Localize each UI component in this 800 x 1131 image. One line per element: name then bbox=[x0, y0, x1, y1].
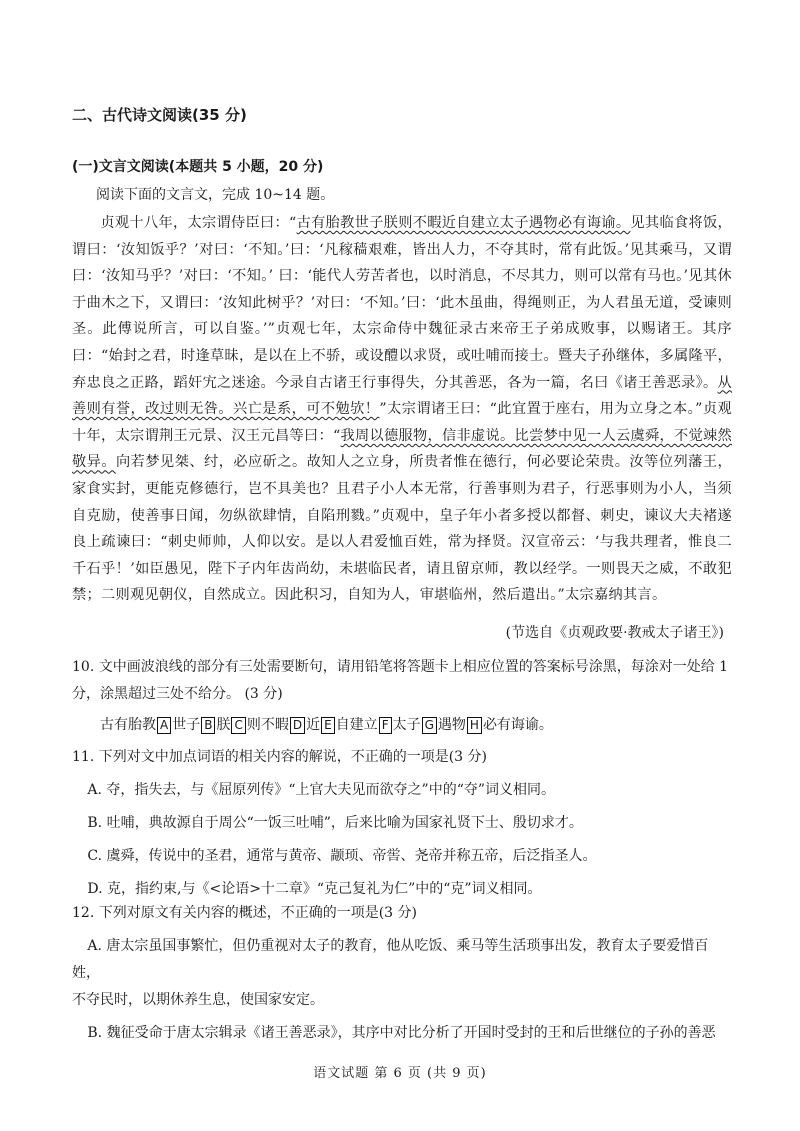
question-11-option-b[interactable]: B. 吐哺，典故源自于周公“一饭三吐哺”，后来比喻为国家礼贤下士、殷切求才。 bbox=[87, 815, 583, 831]
segment: 朕 bbox=[216, 717, 231, 733]
break-option-d[interactable]: D bbox=[290, 717, 305, 734]
break-option-e[interactable]: E bbox=[321, 717, 335, 734]
question-12-stem: 12. 下列对原文有关内容的概述，不正确的一项是(3 分) bbox=[72, 905, 417, 921]
underlined-sentence-1: 从善则有誉，改过则无咎。兴亡是系，可不勉欤！ bbox=[72, 374, 732, 418]
wavy-underlined-text: 古有胎教世子朕则不暇近自建立太子遇物必有诲谕。 bbox=[296, 215, 631, 231]
question-12-option-a-cont: 不夺民时，以期休养生息，使国家安定。 bbox=[72, 992, 324, 1008]
subsection-title: (一)文言文阅读(本题共 5 小题，20 分) bbox=[72, 159, 324, 175]
passage-paragraph bbox=[72, 210, 732, 609]
segment: 遇物 bbox=[437, 717, 466, 733]
break-option-c[interactable]: C bbox=[231, 717, 245, 734]
question-12-option-b[interactable]: B. 魏征受命于唐太宗辑录《诸王善恶录》，其序中对比分析了开国时受封的王和后世继位的子孙的善恶 bbox=[87, 1025, 716, 1041]
classical-passage bbox=[72, 210, 732, 609]
question-11-option-c[interactable]: C. 虞舜，传说中的圣君，通常与黄帝、颛顼、帝喾、尧帝并称五帝，后泛指圣人。 bbox=[87, 848, 597, 864]
passage-text: ”太宗谓诸王曰：“此宜置于座右，用为立身之本。”贞观十年，太宗谓荆王元景、汉王元昌等曰：“ bbox=[72, 401, 732, 444]
question-10-text-2: 分，涂黑超过三处不给分。 (3 分) bbox=[72, 686, 283, 702]
question-10 bbox=[72, 654, 732, 708]
segment: 近 bbox=[306, 717, 321, 733]
break-option-g[interactable]: G bbox=[422, 717, 437, 734]
break-option-a[interactable]: A bbox=[157, 717, 171, 734]
passage-text: 见其临食将饭，谓曰：‘汝知饭乎？’对曰：‘不知。’曰：‘凡稼穑艰难，皆出人力，不夺其时，常有此饭。’见其乘马，又谓曰：‘汝知马乎？’对曰：‘不知。’ 曰：‘能代人劳苦者也，以时消息，不尽其力，则可以常有马也。’见其休于曲木之下，又谓曰：‘汝知此树乎？’对曰：‘不知。’曰：‘此木虽曲，得绳则正，为人君虽无道，受谏则圣。此傅说所言，可以自鉴。’”贞观七年，太宗命侍中魏征录古来帝王子弟成败事，以赐诸王。其序曰：“始封之君，时逢草昧，是以在上不骄，或设醴以求贤，或吐哺而接士。暨夫子孙继体，多属隆平，弃忠良之正路，蹈奸宄之迷途。今录自古诸王行事得失，分其善恶，各为一篇，名曰《诸王善恶录》。 bbox=[72, 215, 732, 391]
question-11 bbox=[72, 744, 732, 903]
segment: 古有胎教 bbox=[100, 717, 156, 733]
segment: 世子 bbox=[172, 717, 201, 733]
passage-text: 贞观十八年，太宗谓侍臣曰：“ bbox=[100, 215, 297, 231]
question-11-option-d[interactable]: D. 克，指约束,与《<论语>十二章》“克己复礼为仁”中的“克”词义相同。 bbox=[87, 881, 542, 897]
question-11-option-a[interactable]: A. 夺，指失去，与《屈原列传》“上官大夫见而欲夺之”中的“夺”词义相同。 bbox=[87, 782, 556, 798]
segment: 必有诲谕。 bbox=[482, 717, 553, 733]
break-option-b[interactable]: B bbox=[201, 717, 215, 734]
segment: 自建立 bbox=[335, 717, 378, 733]
break-option-h[interactable]: H bbox=[467, 717, 482, 734]
underlined-sentence-2: 我周以德服物，信非虚说。比尝梦中见一人云虞舜，不觉竦然敬异。 bbox=[72, 427, 732, 471]
section-title: 二、古代诗文阅读(35 分) bbox=[72, 106, 247, 124]
question-12 bbox=[72, 900, 732, 1047]
question-11-stem: 11. 下列对文中加点词语的相关内容的解说，不正确的一项是(3 分) bbox=[72, 749, 487, 765]
segment: 则不暇 bbox=[246, 717, 289, 733]
question-10-text-1: 10. 文中画波浪线的部分有三处需要断句，请用铅笔将答题卡上相应位置的答案标号涂黑，每涂对一处给 1 bbox=[72, 659, 729, 675]
passage-source: (节选自《贞观政要·教戒太子诸王》) bbox=[505, 625, 724, 641]
question-12-option-a[interactable]: A. 唐太宗虽国事繁忙，但仍重视对太子的教育，他从吃饭、乘马等生活琐事出发，教育太子要爱惜百姓， bbox=[72, 938, 709, 981]
page-footer: 语文试题 第 6 页 (共 9 页) bbox=[313, 1066, 487, 1081]
instruction-text: 阅读下面的文言文，完成 10~14 题。 bbox=[96, 187, 335, 203]
sentence-break-options bbox=[100, 714, 553, 734]
passage-text: 向若梦见桀、纣，必应斫之。故知人之立身，所贵者惟在德行，何必要论荣贵。汝等位列藩王，家食实封，更能克修德行，岂不具美也？且君子小人本无常，行善事则为君子，行恶事则为小人，当须自克励，使善事日闻，勿纵欲肆情，自陷刑戮。”贞观中，皇子年小者多授以都督、刺史，谏议大夫褚遂良上疏谏曰：“刺史师帅，人仰以安。是以人君爱恤百姓，常为择贤。汉宣帝云：‘与我共理者，惟良二千石乎！’如臣愚见，陛下子内年齿尚幼，未堪临民者，请且留京师，教以经学。一则畏天之威，不敢犯禁；二则观见朝仪，自然成立。因此积习，自知为人，审堪临州，然后遣出。”太宗嘉纳其言。 bbox=[72, 454, 732, 604]
segment: 太子 bbox=[392, 717, 421, 733]
break-option-f[interactable]: F bbox=[379, 717, 392, 734]
